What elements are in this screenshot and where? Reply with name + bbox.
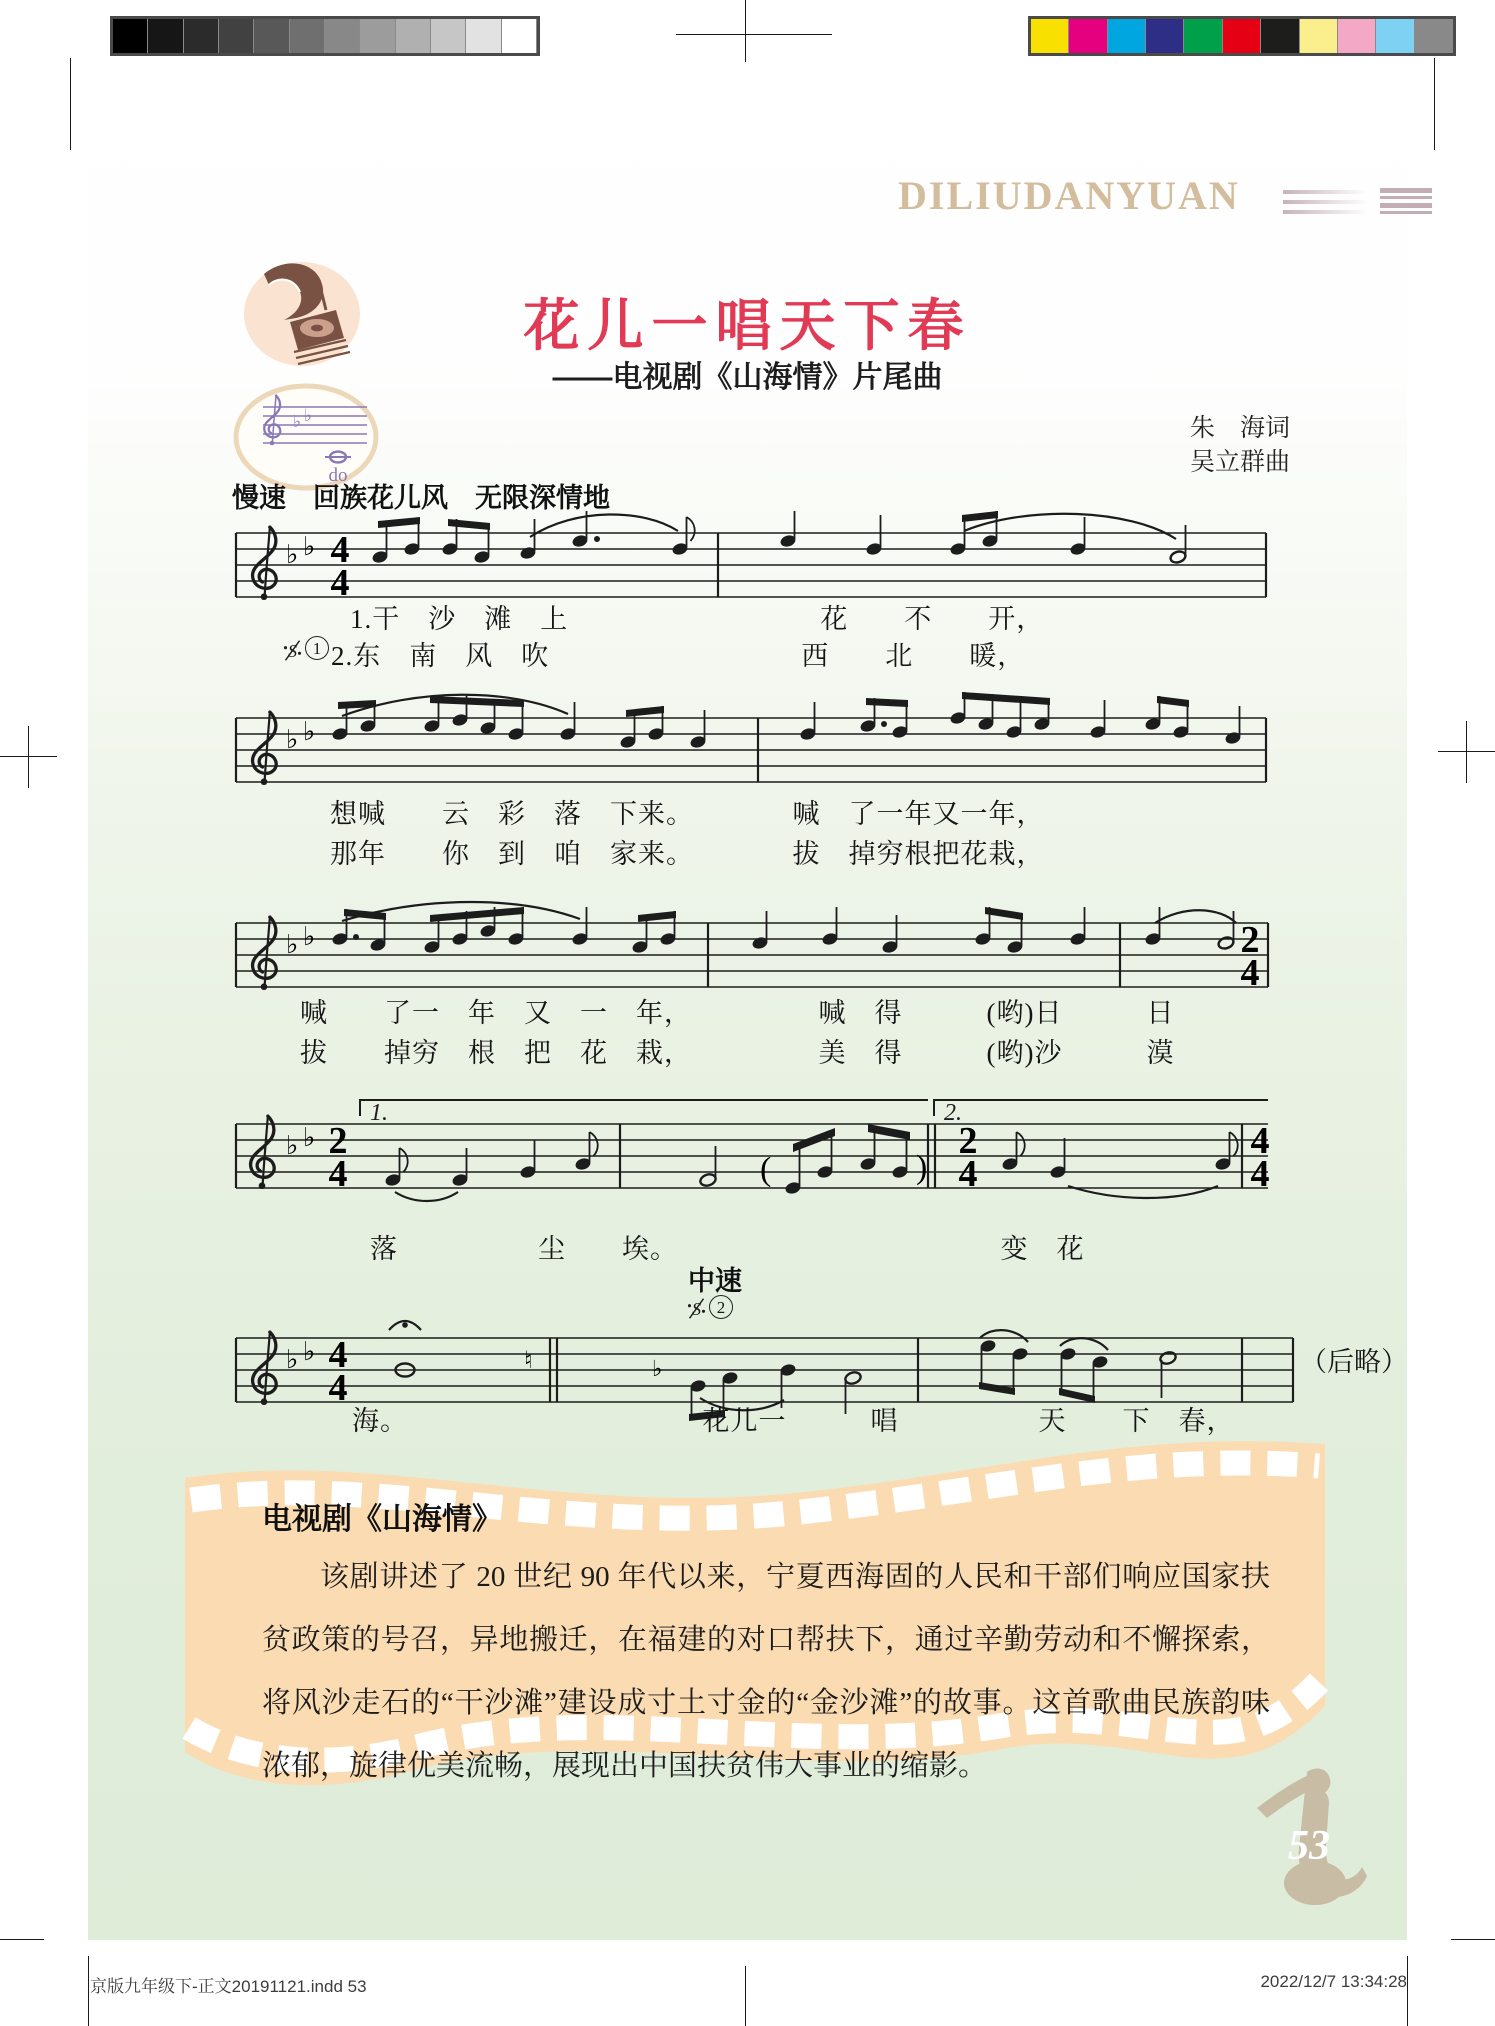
- lyric-line: 1.干 沙 滩 上 花 不 开，: [350, 604, 1045, 634]
- crop-mark: [676, 34, 832, 35]
- color-patch: [396, 19, 431, 53]
- song-subtitle: ——电视剧《山海情》片尾曲: [552, 361, 943, 394]
- volta-1-bracket: [360, 1100, 928, 1116]
- color-patch: [1223, 19, 1261, 53]
- notes: [1001, 1124, 1242, 1198]
- color-patch: [325, 19, 360, 53]
- lyric-line: 想喊 云 彩 落 下来。 喊 了一年又一年，: [330, 799, 1045, 829]
- unit-heading: DILIUDANYUAN: [898, 173, 1240, 218]
- footer-timestamp: 2022/12/7 13:34:28: [1260, 1972, 1407, 1991]
- natural-sign: ♮: [524, 1346, 533, 1374]
- header-stripe-decoration: [1283, 190, 1373, 220]
- footer-file-info: 京版九年级下-正文20191121.indd 53: [90, 1977, 367, 1996]
- time-signature: 4: [1250, 1153, 1270, 1195]
- color-patch: [1300, 19, 1338, 53]
- time-signature: 4: [328, 1367, 348, 1409]
- lyric-line: 拔 掉穷 根 把 花 栽， 美 得 (哟)沙 漠: [300, 1038, 1175, 1068]
- color-patch: [184, 19, 219, 53]
- color-patch: [254, 19, 289, 53]
- time-signature: 4: [328, 1334, 348, 1376]
- notes: [331, 692, 1266, 782]
- grayscale-calibration-bar: [110, 16, 540, 56]
- notes: [331, 902, 1268, 987]
- color-patch: [148, 19, 183, 53]
- color-patch: [466, 19, 501, 53]
- time-signature: 4: [1250, 1120, 1270, 1162]
- color-patch: [1146, 19, 1184, 53]
- color-patch: [1184, 19, 1222, 53]
- time-signature: 2: [958, 1120, 978, 1162]
- color-patch: [1376, 19, 1414, 53]
- flat-sign: ♭: [304, 406, 313, 426]
- color-patch: [1108, 19, 1146, 53]
- flat-sign: ♭: [286, 1131, 299, 1161]
- crop-mark: [1451, 1939, 1495, 1940]
- time-signature: 4: [958, 1153, 978, 1195]
- color-patch: [502, 19, 537, 53]
- color-patch: [1069, 19, 1107, 53]
- lyric-line: 落 尘 埃。 变 花: [370, 1234, 1085, 1264]
- refrain-number-badge: 1: [305, 636, 329, 660]
- flat-sign: ♭: [286, 725, 299, 755]
- color-calibration-bar: [1028, 16, 1456, 56]
- crop-mark: [1434, 58, 1435, 150]
- lyric-line: 海。 花儿一 唱 天 下 春，: [352, 1406, 1235, 1436]
- time-signature: 4: [330, 562, 350, 604]
- color-patch: [219, 19, 254, 53]
- page-number: 53: [1288, 1823, 1330, 1869]
- info-box-title: 电视剧《山海情》: [262, 1503, 502, 1536]
- refrain-number-badge: 2: [709, 1295, 733, 1319]
- volta-2-label: 2.: [944, 1100, 962, 1126]
- flat-sign: ♭: [652, 1357, 663, 1382]
- lyric-line-with-segno: [282, 634, 1025, 673]
- color-patch: [1415, 19, 1453, 53]
- flat-sign: ♭: [286, 1345, 299, 1375]
- flat-sign: ♭: [303, 1123, 316, 1153]
- crop-mark: [745, 0, 746, 62]
- notes: [371, 511, 1266, 597]
- time-signature: 4: [328, 1153, 348, 1195]
- color-patch: [1338, 19, 1376, 53]
- flat-sign: ♭: [303, 1337, 316, 1367]
- tempo-marking: 慢速 回族花儿风 无限深情地: [232, 483, 610, 513]
- crop-mark: [70, 58, 71, 150]
- flat-sign: ♭: [303, 717, 316, 747]
- lyric-line: 喊 了一 年 又 一 年， 喊 得 (哟)日 日: [300, 998, 1175, 1028]
- flat-sign: ♭: [303, 532, 316, 562]
- lyric-line: 那年 你 到 咱 家来。 拔 掉穷根把花栽，: [330, 839, 1045, 869]
- crop-mark: [0, 1939, 44, 1940]
- notes: [384, 1124, 935, 1201]
- crop-mark: [745, 1966, 746, 2026]
- omission-note: （后略）: [1300, 1347, 1408, 1377]
- color-patch: [431, 19, 466, 53]
- song-title: 花儿一唱天下春: [523, 296, 972, 358]
- flat-sign: ♭: [293, 412, 302, 432]
- volta-2-bracket: [934, 1100, 1268, 1116]
- time-signature: 2: [1240, 919, 1260, 961]
- color-patch: [360, 19, 395, 53]
- crop-mark: [88, 1956, 89, 2026]
- svg-text:): ): [916, 1149, 928, 1186]
- volta-1-label: 1.: [370, 1100, 388, 1126]
- flat-sign: ♭: [286, 930, 299, 960]
- header-stripe-decoration: [1380, 188, 1432, 214]
- color-patch: [1031, 19, 1069, 53]
- time-signature: 2: [328, 1120, 348, 1162]
- color-patch: [113, 19, 148, 53]
- time-signature: 4: [330, 529, 350, 571]
- flat-sign: ♭: [286, 540, 299, 570]
- staff-system-4: [228, 1080, 1273, 1212]
- solfege-do-label: do: [328, 465, 348, 486]
- color-patch: [290, 19, 325, 53]
- lyricist-credit: 朱 海词: [1189, 415, 1290, 442]
- time-signature: 4: [1240, 952, 1260, 994]
- crop-mark: [1407, 1956, 1408, 2026]
- tempo-marking-mid: 中速: [688, 1266, 742, 1296]
- lyric-line: 2.东 南 风 吹 西 北 暖，: [331, 641, 1026, 671]
- crop-mark: [28, 726, 29, 788]
- credits: [1030, 412, 1290, 480]
- info-box-body: 该剧讲述了 20 世纪 90 年代以来，宁夏西海固的人民和干部们响应国家扶贫政策的号召，异地搬迁，在福建的对口帮扶下，通过辛勤劳动和不懈探索，将风沙走石的“干沙滩”建设成寸土寸金的“金沙滩”的故事。这首歌曲民族韵味浓郁，旋律优美流畅，展现出中国扶贫伟大事业的缩影。: [262, 1561, 1270, 1782]
- svg-text:(: (: [760, 1151, 772, 1188]
- crop-mark: [1466, 721, 1467, 783]
- staff-system-2: [228, 688, 1273, 806]
- composer-credit: 吴立群曲: [1189, 449, 1290, 476]
- flat-sign: ♭: [303, 922, 316, 952]
- segno-icon: [282, 637, 303, 664]
- color-patch: [1261, 19, 1299, 53]
